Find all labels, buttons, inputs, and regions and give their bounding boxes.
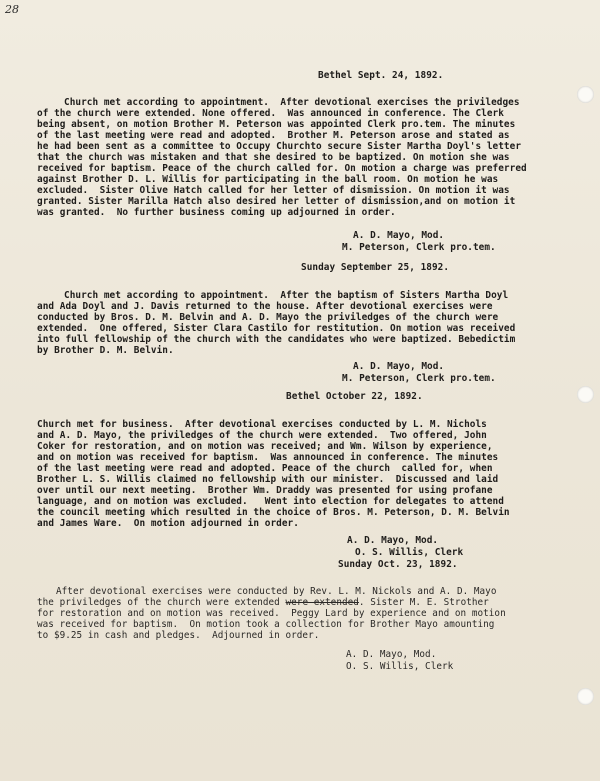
signature-line: M. Peterson, Clerk pro.tem. (342, 373, 496, 384)
entry-line: that the church was mistaken and that she desired to be baptized. On motion she was (37, 152, 510, 163)
entry-line: Church met according to appointment. After the baptism of Sisters Martha Doyl (64, 290, 509, 301)
entry-line: for restoration and on motion was received. Peggy Lard by experience and on motion (37, 608, 506, 619)
entry-line: the priviledges of the church were extended were extended. Sister M. E. Strother (37, 597, 489, 608)
signature-line: A. D. Mayo, Mod. (346, 649, 437, 660)
entry-line: of the church were extended. None offered. Was announced in conference. The Clerk (37, 108, 504, 119)
struck-text: were extended (285, 597, 359, 608)
signature-line: A. D. Mayo, Mod. (353, 361, 445, 372)
entry-line: of the last meeting were read and adopted. Brother M. Peterson arose and stated as (37, 130, 510, 141)
entry-date: Bethel October 22, 1892. (286, 391, 423, 402)
entry-date: Sunday Oct. 23, 1892. (338, 559, 458, 570)
entry-line: conducted by Bros. D. M. Belvin and A. D. Mayo the priviledges of the church were (37, 312, 499, 323)
signature-line: A. D. Mayo, Mod. (347, 535, 439, 546)
entry-line: Coker for restoration, and on motion was received; and Wm. Wilson by experience, (37, 441, 493, 452)
entry-line: extended. One offered, Sister Clara Castilo for restitution. On motion was received (37, 323, 516, 334)
entry-date: Sunday September 25, 1892. (301, 262, 450, 273)
entry-line: and James Ware. On motion adjourned in order. (37, 518, 299, 529)
signature-line: A. D. Mayo, Mod. (353, 230, 445, 241)
binder-hole (577, 688, 594, 705)
entry-line: received for baptism. Peace of the church called for. On motion a charge was preferred (37, 163, 527, 174)
entry-line: After devotional exercises were conducted by Rev. L. M. Nickols and A. D. Mayo (56, 586, 497, 597)
binder-hole (577, 86, 594, 103)
entry-line: Brother L. S. Willis claimed no fellowship with our minister. Discussed and laid (37, 474, 499, 485)
entry-line: into full fellowship of the church with the candidates who were baptized. Bebedictim (37, 334, 516, 345)
entry-line: was received for baptism. On motion took a collection for Brother Mayo amounting (37, 619, 495, 630)
entry-line: against Brother D. L. Willis for participating in the ball room. On motion he was (37, 174, 499, 185)
entry-line: by Brother D. M. Belvin. (37, 345, 174, 356)
entry-line: he had been sent as a committee to Occupy Churchto secure Sister Martha Doyl's letter (37, 141, 522, 152)
entry-line: and A. D. Mayo, the priviledges of the church were extended. Two offered, John (37, 430, 487, 441)
entry-line: over until our next meeting. Brother Wm. Draddy was presented for using profane (37, 485, 493, 496)
entry-line: was granted. No further business coming up adjourned in order. (37, 207, 396, 218)
entry-line: and on motion was received for baptism. Was announced in conference. The minutes (37, 452, 499, 463)
signature-line: O. S. Willis, Clerk (346, 661, 454, 672)
entry-line: granted. Sister Marilla Hatch also desired her letter of dismission,and on motion it (37, 196, 516, 207)
entry-line: language, and on motion was excluded. Went into election for delegates to attend (37, 496, 504, 507)
entry-date: Bethel Sept. 24, 1892. (318, 70, 444, 81)
entry-line: the council meeting which resulted in the choice of Bros. M. Peterson, D. M. Belvin (37, 507, 510, 518)
entry-line: and Ada Doyl and J. Davis returned to the house. After devotional exercises were (37, 301, 493, 312)
binder-hole (577, 386, 594, 403)
signature-line: O. S. Willis, Clerk (355, 547, 464, 558)
signature-line: M. Peterson, Clerk pro.tem. (342, 242, 496, 253)
page-number: 28 (5, 3, 19, 16)
entry-line: being absent, on motion Brother M. Peterson was appointed Clerk pro.tem. The minutes (37, 119, 516, 130)
entry-line: of the last meeting were read and adopted. Peace of the church called for, when (37, 463, 493, 474)
entry-line: Church met for business. After devotional exercises conducted by L. M. Nichols (37, 419, 487, 430)
entry-line: to $9.25 in cash and pledges. Adjourned in order. (37, 630, 320, 641)
entry-line: excluded. Sister Olive Hatch called for her letter of dismission. On motion it was (37, 185, 510, 196)
entry-line: Church met according to appointment. After devotional exercises the priviledges (64, 97, 520, 108)
